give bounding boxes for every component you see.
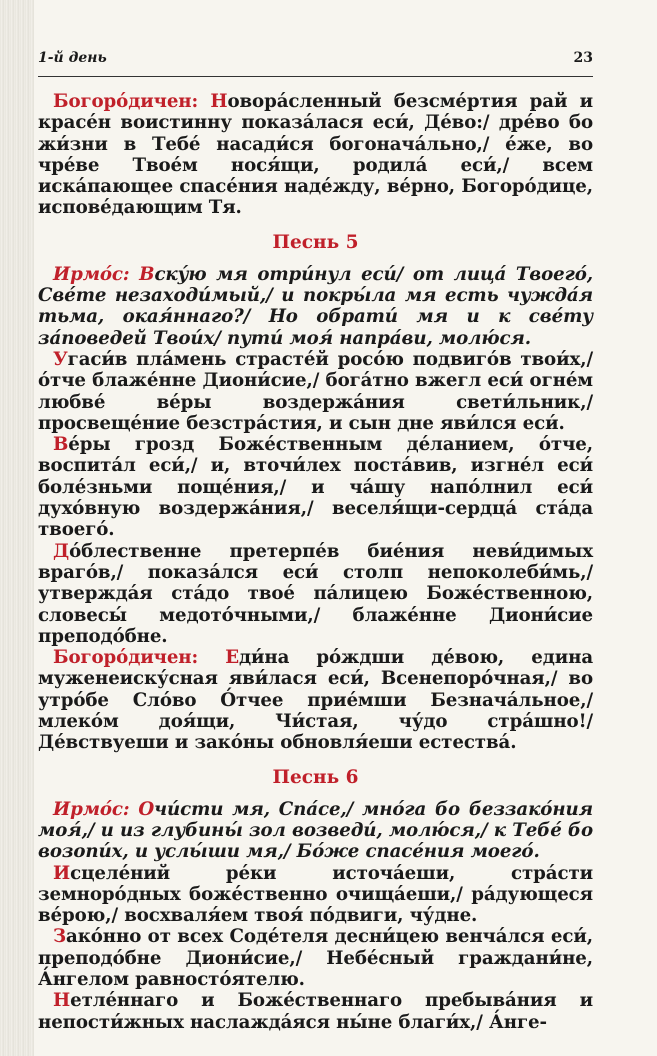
paragraph-text: гаси́в пла́мень страсте́й росо́ю подвиго́в твои́х,/ о́тче блаже́нне Диони́сие,/ бога́тно вжегл еси́ огне́м любве́ ве́ры воздержа́ния свети́льник,/ просвеще́ние безстра́стия, и сын дне яви́лся еси́. bbox=[38, 348, 593, 434]
paragraph-text: о́блественне претерпе́в бие́ния неви́димых враго́в,/ показа́лся еси́ столп непоколеби́мь,/ утвержда́я ста́до твое́ па́лицею Боже́ственною, словесы́ медото́чными,/ блаже́нне Диони́сие преподо́бне. bbox=[38, 540, 593, 647]
paragraph-text: е́ры грозд Боже́ственным де́ланием, о́тче, воспита́л еси́,/ и, вточи́лех поста́вив, изгне́л еси́ боле́зньми поще́ния,/ и ча́шу напо́лнил еси́ духо́вную воздержа́ния,/ веселя́щи-сердца́ ста́да твоего́. bbox=[38, 434, 593, 541]
song-6-heading: Песнь 6 bbox=[272, 766, 359, 788]
drop-initial: В bbox=[53, 434, 69, 456]
drop-initial: О bbox=[138, 798, 155, 820]
page-number: 23 bbox=[573, 50, 593, 66]
troparion-paragraph bbox=[38, 434, 593, 540]
bogorodichen-paragraph bbox=[38, 91, 593, 219]
troparion-paragraph bbox=[38, 990, 593, 1033]
drop-initial: И bbox=[53, 862, 71, 884]
drop-initial: Н bbox=[210, 91, 228, 112]
paragraph-text: овора́сленный безсме́ртия рай и красе́н воистинну показа́лася еси́, Де́во:/ дре́во бо жи́зни в Тебе́ насади́ся богонача́льно,/ е́же, во чре́ве Твое́м нося́щи, родила́ еси́,/ всем иска́пающее спасе́ния наде́жду, ве́рно, Богоро́дице, испове́дающим Тя. bbox=[38, 91, 594, 219]
running-header-day: 1-й день bbox=[38, 50, 107, 66]
page-edge-shadow bbox=[0, 0, 34, 1056]
bogorodichen-label: Богоро́дичен: bbox=[53, 91, 199, 112]
troparion-paragraph bbox=[38, 541, 593, 647]
paragraph-text: чи́сти мя, Спа́се,/ мно́га бо беззако́ния моя́,/ и из глубины́ зол возведи́, молю́ся,/ к Тебе́ бо возопи́х, и услы́ши мя,/ Бо́же спасе́ния моего́. bbox=[38, 798, 593, 863]
drop-initial: Е bbox=[225, 647, 239, 669]
troparion-paragraph bbox=[38, 349, 593, 434]
paragraph-text: сцеле́ний ре́ки источа́еши, стра́сти земноро́дных боже́ственно очища́еши,/ ра́дующеся ве́рою,/ восхваля́ем твоя́ по́двиги, чу́дне. bbox=[38, 862, 593, 927]
irmos-label: Ирмо́с: bbox=[53, 798, 130, 820]
paragraph-text: ску́ю мя отри́нул еси́/ от лица́ Твоего́, Све́те незаходи́мый,/ и покры́ла мя есть чужда́я тьма, окая́ннаго?/ Но обрати́ мя и к све́ту за́поведей Твои́х/ пути́ моя́ напра́ви, молю́ся. bbox=[38, 263, 594, 349]
bogorodichen-label: Богоро́дичен: bbox=[53, 647, 199, 669]
drop-initial: В bbox=[139, 263, 155, 285]
drop-initial: Н bbox=[53, 990, 71, 1012]
running-header bbox=[38, 50, 593, 77]
paragraph-text: ако́нно от всех Соде́теля десни́цею венча́лся еси́, преподо́бне Диони́сие,/ Небе́сный граждани́не, А́нгелом равносто́ятелю. bbox=[38, 926, 593, 990]
drop-initial: Д bbox=[53, 540, 70, 562]
irmos-5-paragraph bbox=[38, 264, 593, 349]
troparion-paragraph bbox=[38, 926, 593, 990]
paragraph-text: ди́на ро́ждши де́вою, едина муженеиску́сная яви́лася еси́, Всенепоро́чная,/ во утро́бе Сло́во О́тчее прие́мши Безнача́льное,/ млеко́м доя́щи, Чи́стая, чу́до стра́шно!/ Де́вствуеши и зако́ны обновля́еши естества́. bbox=[38, 647, 593, 754]
irmos-6-paragraph bbox=[38, 799, 593, 863]
book-page bbox=[38, 50, 593, 1033]
paragraph-text: етле́ннаго и Боже́ственнаго пребыва́ния и непости́жных наслажда́яся ны́не благи́х,/ А́нге- bbox=[38, 990, 593, 1033]
drop-initial: З bbox=[53, 926, 67, 948]
drop-initial: У bbox=[53, 348, 68, 370]
bogorodichen-paragraph bbox=[38, 647, 593, 753]
song-5-heading: Песнь 5 bbox=[272, 231, 359, 253]
troparion-paragraph bbox=[38, 863, 593, 927]
irmos-label: Ирмо́с: bbox=[53, 263, 130, 285]
